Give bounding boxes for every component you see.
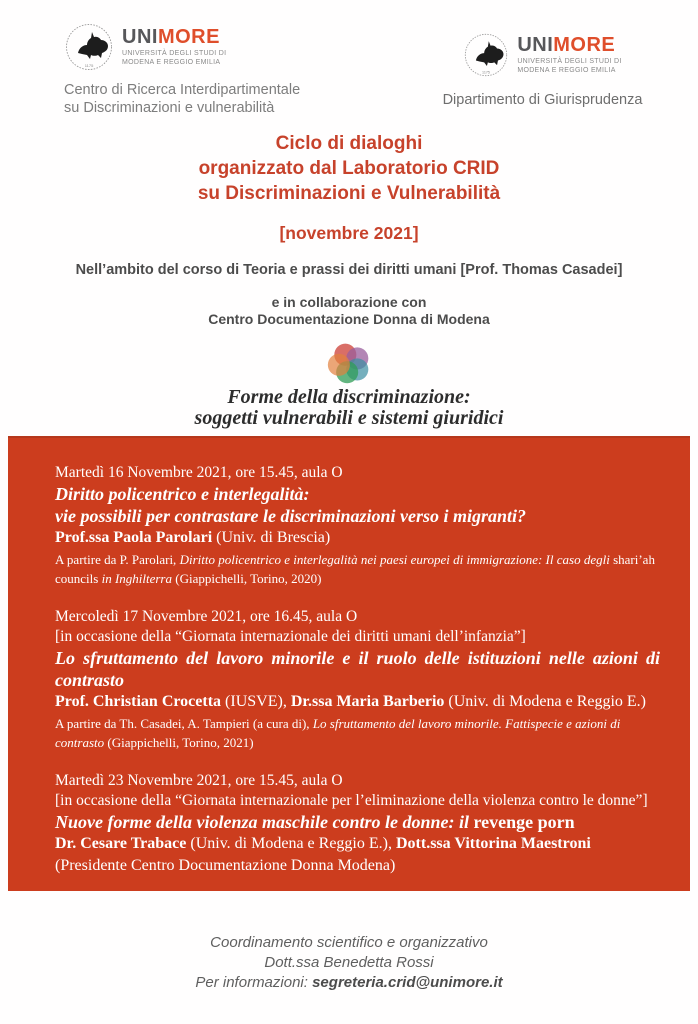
wordmark-more: MORE [553,33,616,56]
event-title [55,483,660,527]
unimore-subtitle-line1: UNIVERSITÀ DEGLI STUDI DI [122,49,227,57]
unimore-wordmark [517,35,621,76]
speaker-affiliation: (Univ. di Modena e Reggio E.), [190,834,392,852]
event-date: Mercoledì 17 Novembre 2021, ore 16.45, aula O [55,607,358,625]
left-org-line1: Centro di Ricerca Interdipartimentale [64,82,301,98]
wordmark-uni: UNI [517,33,554,56]
event-3 [55,771,660,877]
wordmark-uni: UNI [122,25,158,48]
speaker-name: Dr. Cesare Trabace [55,834,187,852]
collab-line2: Centro Documentazione Donna di Modena [208,310,490,327]
event-1 [55,463,660,588]
seal-year: 1175 [482,70,491,75]
event-date: Martedì 16 Novembre 2021, ore 15.45, aula O [55,463,343,481]
unimore-seal-icon [463,32,509,78]
source-title-tail: in Inghilterra [101,570,176,586]
series-title-line2: soggetti vulnerabili e sistemi giuridici [194,406,504,429]
unimore-subtitle [517,58,621,76]
main-title-line1: Ciclo di dialoghi [275,133,423,154]
crid-circles-logo [0,340,698,386]
source-publisher: (Giappichelli, Torino, 2021) [107,734,254,750]
unimore-subtitle-line1: UNIVERSITÀ DEGLI STUDI DI [517,57,622,65]
header-right-org [420,32,665,109]
event-title-line2: vie possibili per contrastare le discriminazioni verso i migranti? [55,505,527,526]
seal-year: 1175 [84,63,94,68]
header-left-org [64,22,374,117]
speaker-name: Prof.ssa Paola Parolari [55,528,213,546]
events-box [8,436,690,891]
source-title: Lo sfruttamento del lavoro minorile. Fattispecie e azioni di contrasto [55,715,621,750]
source-roman: shari’ah councils [55,551,655,586]
event-occasion: [in occasione della “Giornata internazionale per l’eliminazione della violenza contro le donne”] [55,791,648,809]
footer-info-label: Per informazioni: [195,973,313,991]
event-speakers [55,527,660,549]
left-org-line2: su Discriminazioni e vulnerabilità [64,100,275,117]
event-title-line1: Diritto policentrico e interlegalità: [55,483,310,504]
main-title-line2: organizzato dal Laboratorio CRID [198,158,500,179]
event-speakers [55,833,660,877]
unimore-seal-icon [64,22,114,72]
course-line: Nell’ambito del corso di Teoria e prassi dei diritti umani [Prof. Thomas Casadei] [75,262,623,278]
event-title-italic: Nuove forme della violenza maschile contro le donne: il [55,811,474,832]
main-title-line3: su Discriminazioni e Vulnerabilità [197,183,501,204]
footer [0,933,698,993]
collaboration-note [0,294,698,328]
footer-coordination: Coordinamento scientifico e organizzativo [210,933,488,951]
event-2 [55,607,660,752]
event-source [55,550,660,588]
source-prefix: A partire da Th. Casadei, A. Tampieri (a cura di), [55,715,313,731]
left-org-caption [64,81,374,117]
event-date: Martedì 23 Novembre 2021, ore 15.45, aula O [55,771,343,789]
wordmark-more: MORE [157,25,220,48]
unimore-subtitle-line2: MODENA E REGGIO EMILIA [517,66,616,74]
unimore-subtitle [122,50,226,68]
footer-contact [0,973,698,993]
email-link[interactable]: segreteria.crid@unimore.it [312,973,503,991]
crid-logo-icon [326,340,372,386]
source-prefix: A partire da P. Parolari, [55,551,180,567]
speaker-affiliation: (Univ. di Brescia) [216,528,331,546]
collab-line1: e in collaborazione con [271,294,427,310]
speaker-affiliation: (Univ. di Modena e Reggio E.) [448,692,647,710]
event-speakers [55,691,660,713]
unimore-subtitle-line2: MODENA E REGGIO EMILIA [122,58,221,66]
unimore-logo-right [420,32,665,78]
event-title: Lo sfruttamento del lavoro minorile e il ruolo delle istituzioni nelle azioni di contrasto [55,647,660,690]
unimore-name [122,27,226,47]
date-badge: [novembre 2021] [279,223,419,243]
source-publisher: (Giappichelli, Torino, 2020) [175,570,322,586]
speaker-name: Dr.ssa Maria Barberio [290,692,445,710]
unimore-logo-left [64,22,374,72]
event-occasion: [in occasione della “Giornata internazionale dei diritti umani dell’infanzia”] [55,627,526,645]
speaker-affiliation: (Presidente Centro Documentazione Donna Modena) [55,856,396,874]
event-title-roman: revenge porn [473,811,575,832]
source-title: Diritto policentrico e interlegalità nei paesi europei di immigrazione: Il caso degli [179,551,614,567]
footer-coordinator-name: Dott.ssa Benedetta Rossi [264,953,434,971]
series-title-line1: Forme della discriminazione: [227,385,471,408]
speaker-affiliation: (IUSVE), [225,692,287,710]
event-source [55,714,660,752]
speaker-name: Prof. Christian Crocetta [55,692,222,710]
unimore-wordmark [122,27,226,68]
unimore-name [517,35,621,55]
right-org-caption: Dipartimento di Giurisprudenza [442,92,643,108]
event-title [55,811,660,833]
main-title [0,131,698,206]
series-title [0,387,698,429]
speaker-name: Dott.ssa Vittorina Maestroni [395,834,591,852]
